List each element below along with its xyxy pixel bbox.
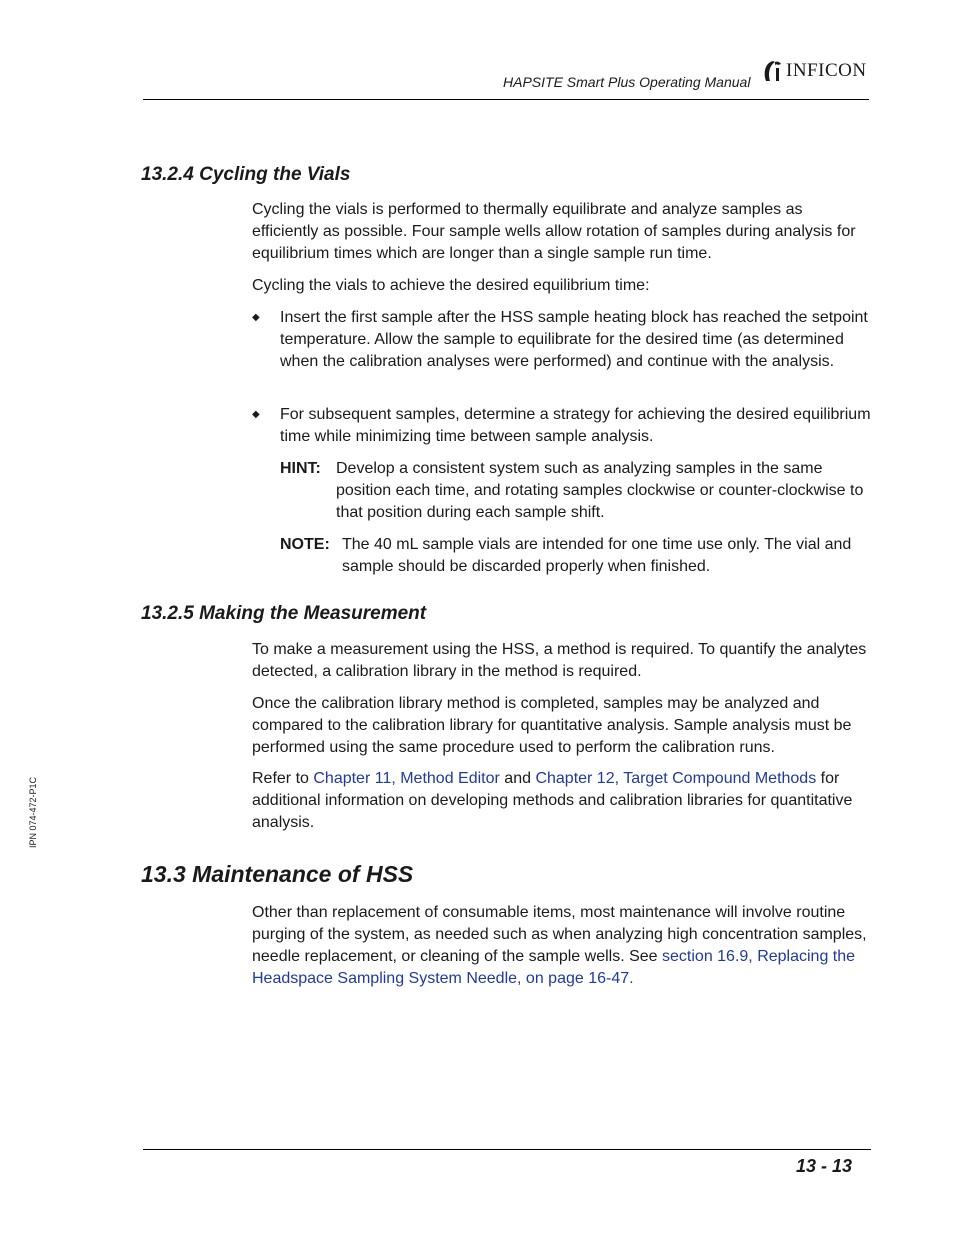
hint-text: Develop a consistent system such as analyzing samples in the same position each time, and rotating samples clockwise or counter-clockwise to that position during each sample shift. [336, 460, 864, 521]
hint-block [280, 458, 870, 524]
page-number: 13 - 13 [796, 1156, 853, 1176]
paragraph: Cycling the vials is performed to thermally equilibrate and analyze samples as efficiently as possible. Four sample wells allow rotation of samples during analysis for equilibrium times which are longer than a single sample run time. [252, 201, 856, 262]
paragraph: Other than replacement of consumable items, most maintenance will involve routine purging of the system, as needed such as when analyzing high concentration samples, needle replacement, or cleaning of the sample wells. See section 16.9, Replacing the Headspace Sampling System Needle, on page 16-47. [252, 904, 867, 987]
section-heading-13-3: 13.3 Maintenance of HSS [141, 861, 414, 887]
hint-label: HINT: [280, 460, 321, 477]
paragraph: To make a measurement using the HSS, a method is required. To quantify the analytes detected, a calibration library in the method is required. [252, 641, 867, 680]
note-text: The 40 mL sample vials are intended for one time use only. The vial and sample should be discarded properly when finished. [342, 536, 852, 575]
paragraph: Cycling the vials to achieve the desired equilibrium time: [252, 277, 650, 294]
note-block [280, 534, 870, 578]
bullet-text: For subsequent samples, determine a strategy for achieving the desired equilibrium time while minimizing time between sample analysis. [280, 406, 871, 445]
note-label: NOTE: [280, 536, 330, 553]
inficon-logo-icon [760, 59, 784, 83]
footer-rule [143, 1149, 871, 1150]
paragraph: Once the calibration library method is completed, samples may be analyzed and compared to the calibration library for quantitative analysis. Sample analysis must be performed using the same procedure used to perform the calibration runs. [252, 695, 852, 756]
link-chapter-12[interactable]: Chapter 12, Target Compound Methods [535, 770, 817, 787]
inficon-logo [760, 58, 867, 84]
paragraph: Refer to Chapter 11, Method Editor and Chapter 12, Target Compound Methods for additional information on developing methods and calibration libraries for quantitative analysis. [252, 770, 853, 831]
link-section-16-9[interactable]: section 16.9, Replacing the Headspace Sampling System Needle, on page 16-47 [252, 948, 856, 987]
bullet-item [252, 307, 872, 373]
logo-text: INFICON [786, 60, 867, 81]
diamond-bullet-icon: ◆ [252, 409, 260, 420]
ipn-code: IPN 074-472-P1C [28, 776, 38, 848]
bullet-item [252, 404, 872, 448]
header-rule [143, 99, 869, 100]
bullet-text: Insert the first sample after the HSS sample heating block has reached the setpoint temperature. Allow the sample to equilibrate for the desired time (as determined when the calibration analyses were performed) and continue with the analysis. [280, 309, 868, 370]
section-heading-13-2-5: 13.2.5 Making the Measurement [141, 603, 427, 624]
section-heading-13-2-4: 13.2.4 Cycling the Vials [141, 164, 351, 185]
link-chapter-11[interactable]: Chapter 11, Method Editor [313, 770, 500, 787]
diamond-bullet-icon: ◆ [252, 312, 260, 323]
manual-title: HAPSITE Smart Plus Operating Manual [503, 74, 751, 90]
